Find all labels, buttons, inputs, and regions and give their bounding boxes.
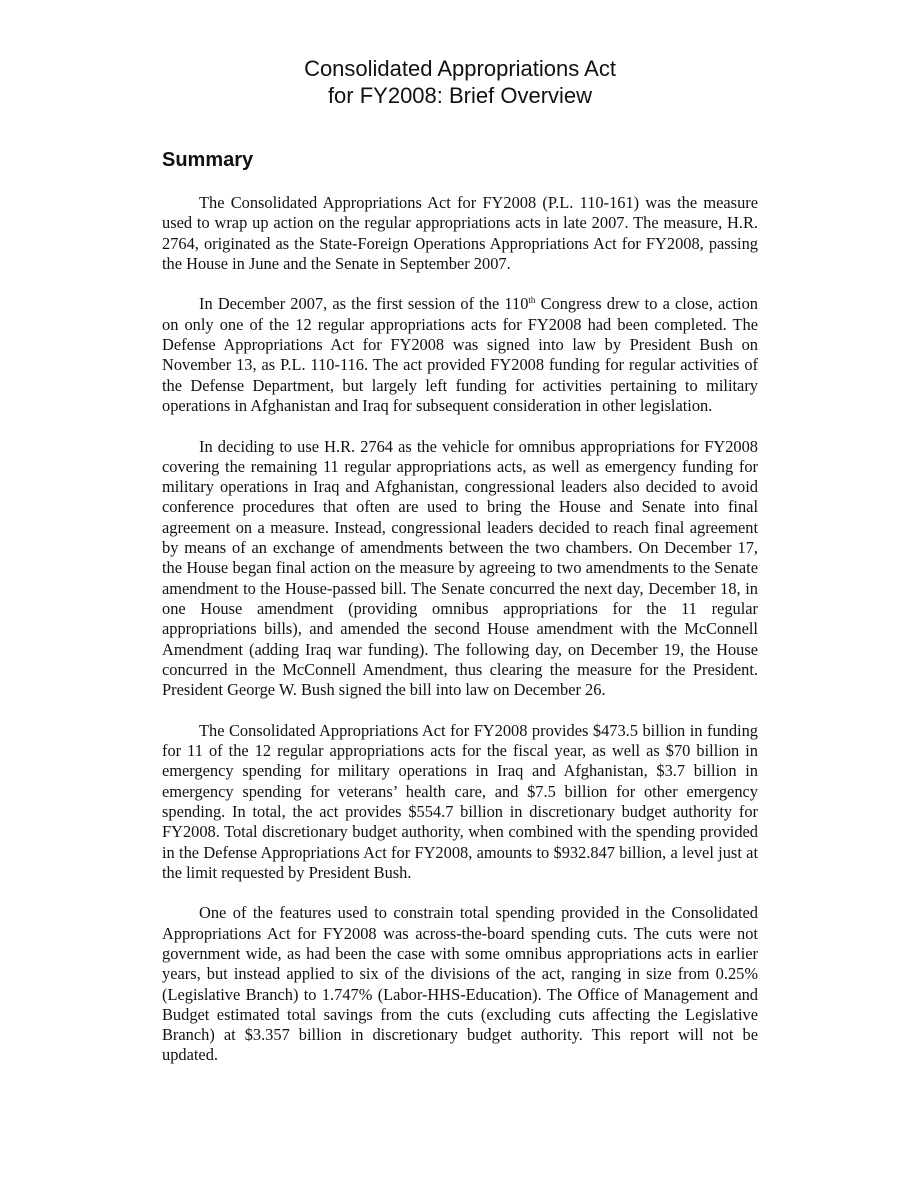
paragraph-5: One of the features used to constrain total spending provided in the Consolidated Appropriations Act for FY2008 was across-the-board spending cuts. The cuts were not government wide, as had been the case with some omnibus appropriations acts in earlier years, but instead applied to six of the divisions of the act, ranging in size from 0.25% (Legislative Branch) to 1.747% (Labor-HHS-Education). The Office of Management and Budget estimated total savings from the cuts (excluding cuts affecting the Legislative Branch) at $3.357 billion in discretionary budget authority. This report will not be updated. xyxy=(162,903,758,1065)
paragraph-2-part-2: Congress drew to a close, action on only one of the 12 regular appropriations acts for FY2008 had been completed. The Defense Appropriations Act for FY2008 was signed into law by President Bush on November 13, as P.L. 110-116. The act provided FY2008 funding for regular activities of the Defense Department, but largely left funding for activities pertaining to military operations in Afghanistan and Iraq for subsequent consideration in other legislation. xyxy=(162,294,758,415)
paragraph-1: The Consolidated Appropriations Act for FY2008 (P.L. 110-161) was the measure used to wrap up action on the regular appropriations acts in late 2007. The measure, H.R. 2764, originated as the State-Foreign Operations Appropriations Act for FY2008, passing the House in June and the Senate in September 2007. xyxy=(162,193,758,273)
summary-body xyxy=(162,193,758,1086)
paragraph-4: The Consolidated Appropriations Act for FY2008 provides $473.5 billion in funding for 11 of the 12 regular appropriations acts for the fiscal year, as well as $70 billion in emergency spending for military operations in Iraq and Afghanistan, $3.7 billion in emergency spending for veterans’ health care, and $7.5 billion for other emergency spending. In total, the act provides $554.7 billion in discretionary budget authority for FY2008. Total discretionary budget authority, when combined with the spending provided in the Defense Appropriations Act for FY2008, amounts to $932.847 billion, a level just at the limit requested by President Bush. xyxy=(162,720,758,882)
title-line-1: Consolidated Appropriations Act xyxy=(304,56,616,81)
paragraph-3: In deciding to use H.R. 2764 as the vehicle for omnibus appropriations for FY2008 covering the remaining 11 regular appropriations acts, as well as emergency funding for military operations in Iraq and Afghanistan, congressional leaders also decided to avoid conference procedures that often are used to bring the House and Senate into final agreement on a measure. Instead, congressional leaders decided to reach final agreement by means of an exchange of amendments between the two chambers. On December 17, the House began final action on the measure by agreeing to two amendments to the Senate amendment to the House-passed bill. The Senate concurred the next day, December 18, in one House amendment (providing omnibus appropriations for the 11 regular appropriations bills), and amended the second House amendment with the McConnell Amendment (adding Iraq war funding). The following day, on December 19, the House concurred in the McConnell Amendment, thus clearing the measure for the President. President George W. Bush signed the bill into law on December 26. xyxy=(162,436,758,700)
title-line-2: for FY2008: Brief Overview xyxy=(327,83,593,108)
document-title xyxy=(0,55,920,109)
section-heading-summary: Summary xyxy=(162,149,254,171)
paragraph-2-part-1: In December 2007, as the first session of the 110 xyxy=(199,294,529,314)
paragraph-2-superscript: th xyxy=(528,295,536,306)
paragraph-2 xyxy=(162,294,758,416)
